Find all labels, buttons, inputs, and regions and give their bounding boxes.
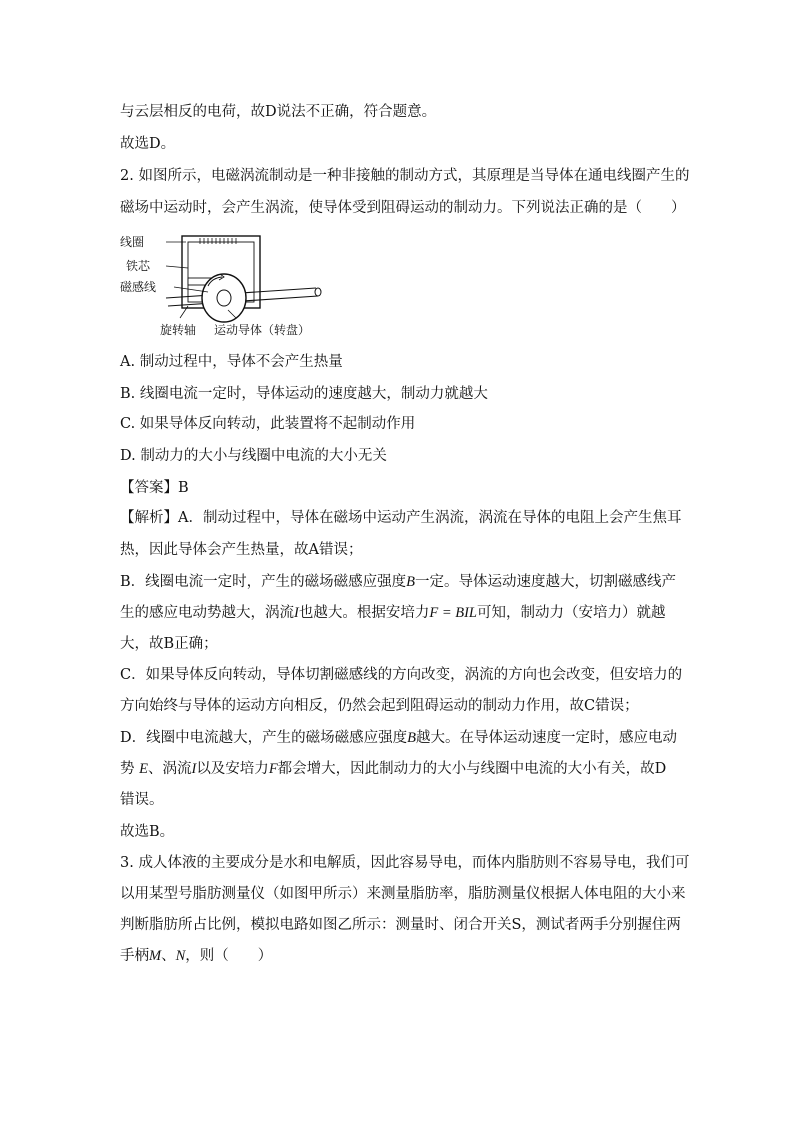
leader-line-core [166, 266, 188, 268]
explanation-line: 大，故B正确； [120, 636, 218, 652]
label-coil: 线圈 [120, 235, 145, 249]
text-line: 与云层相反的电荷，故D说法不正确，符合题意。 [120, 104, 437, 120]
label-disk: 运动导体（转盘） [214, 323, 311, 337]
explanation-line: 势 E、涡流I以及安培力F都会增大，因此制动力的大小与线圈中电流的大小有关，故D [120, 761, 667, 777]
option-a: A. 制动过程中，导体不会产生热量 [120, 354, 343, 370]
text-line: 故选D。 [120, 136, 176, 152]
label-field-lines: 磁感线 [120, 280, 157, 294]
label-shaft: 旋转轴 [160, 323, 197, 337]
explanation-line: C．如果导体反向转动，导体切割磁感线的方向改变，涡流的方向也会改变，但安培力的 [120, 667, 683, 683]
math-m: M [149, 948, 162, 964]
explanation-line: 故选B。 [120, 824, 175, 840]
explanation-line: B．线圈电流一定时，产生的磁场磁感应强度B一定。导体运动速度越大，切割磁感线产 [120, 574, 677, 590]
explanation-line: 方向始终与导体的运动方向相反，仍然会起到阻碍运动的制动力作用，故C错误； [120, 698, 639, 714]
math-b: B [406, 574, 416, 590]
explanation-line: 生的感应电动势越大，涡流I也越大。根据安培力F = BIL可知，制动力（安培力）就越 [120, 605, 666, 621]
question-2-stem: 2. 如图所示，电磁涡流制动是一种非接触的制动方式，其原理是当导体在通电线圈产生的 [120, 168, 690, 184]
math-n: N [175, 948, 186, 964]
explanation-line: 【解析】A．制动过程中，导体在磁场中运动产生涡流，涡流在导体的电阻上会产生焦耳 [120, 510, 682, 526]
label-core: 铁芯 [126, 259, 151, 273]
answer: 【答案】B [120, 480, 189, 496]
shaft-end [315, 288, 321, 296]
explanation-line: D．线圈中电流越大，产生的磁场磁感应强度B越大。在导体运动速度一定时，感应电动 [120, 730, 677, 746]
math-f: F [268, 761, 278, 777]
explanation-line: 错误。 [120, 792, 164, 808]
eddy-current-brake-figure [120, 232, 350, 340]
disk-hub [217, 290, 231, 306]
question-2-stem: 磁场中运动时，会产生涡流，使导体受到阻碍运动的制动力。下列说法正确的是（ ） [120, 200, 686, 216]
math-i: I [191, 761, 197, 777]
option-c: C. 如果导体反向转动，此装置将不起制动作用 [120, 416, 416, 432]
option-b: B. 线圈电流一定时，导体运动的速度越大，制动力就越大 [120, 386, 488, 402]
math-i: I [294, 605, 299, 621]
option-d: D. 制动力的大小与线圈中电流的大小无关 [120, 448, 387, 464]
math-b: B [407, 730, 416, 746]
coil-windings [200, 238, 236, 244]
question-3-stem: 判断脂肪所占比例，模拟电路如图乙所示：测量时、闭合开关S，测试者两手分别握住两 [120, 917, 681, 933]
question-3-stem: 手柄M、N，则（ ） [120, 948, 273, 964]
question-3-stem: 3. 成人体液的主要成分是水和电解质，因此容易导电，而体内脂肪则不容易导电，我们可 [120, 855, 690, 871]
question-3-stem: 以用某型号脂肪测量仪（如图甲所示）来测量脂肪率，脂肪测量仪根据人体电阻的大小来 [120, 886, 686, 902]
explanation-line: 热，因此导体会产生热量，故A错误； [120, 542, 363, 558]
math-formula: F = BIL [429, 605, 477, 621]
math-e: E [139, 761, 148, 777]
